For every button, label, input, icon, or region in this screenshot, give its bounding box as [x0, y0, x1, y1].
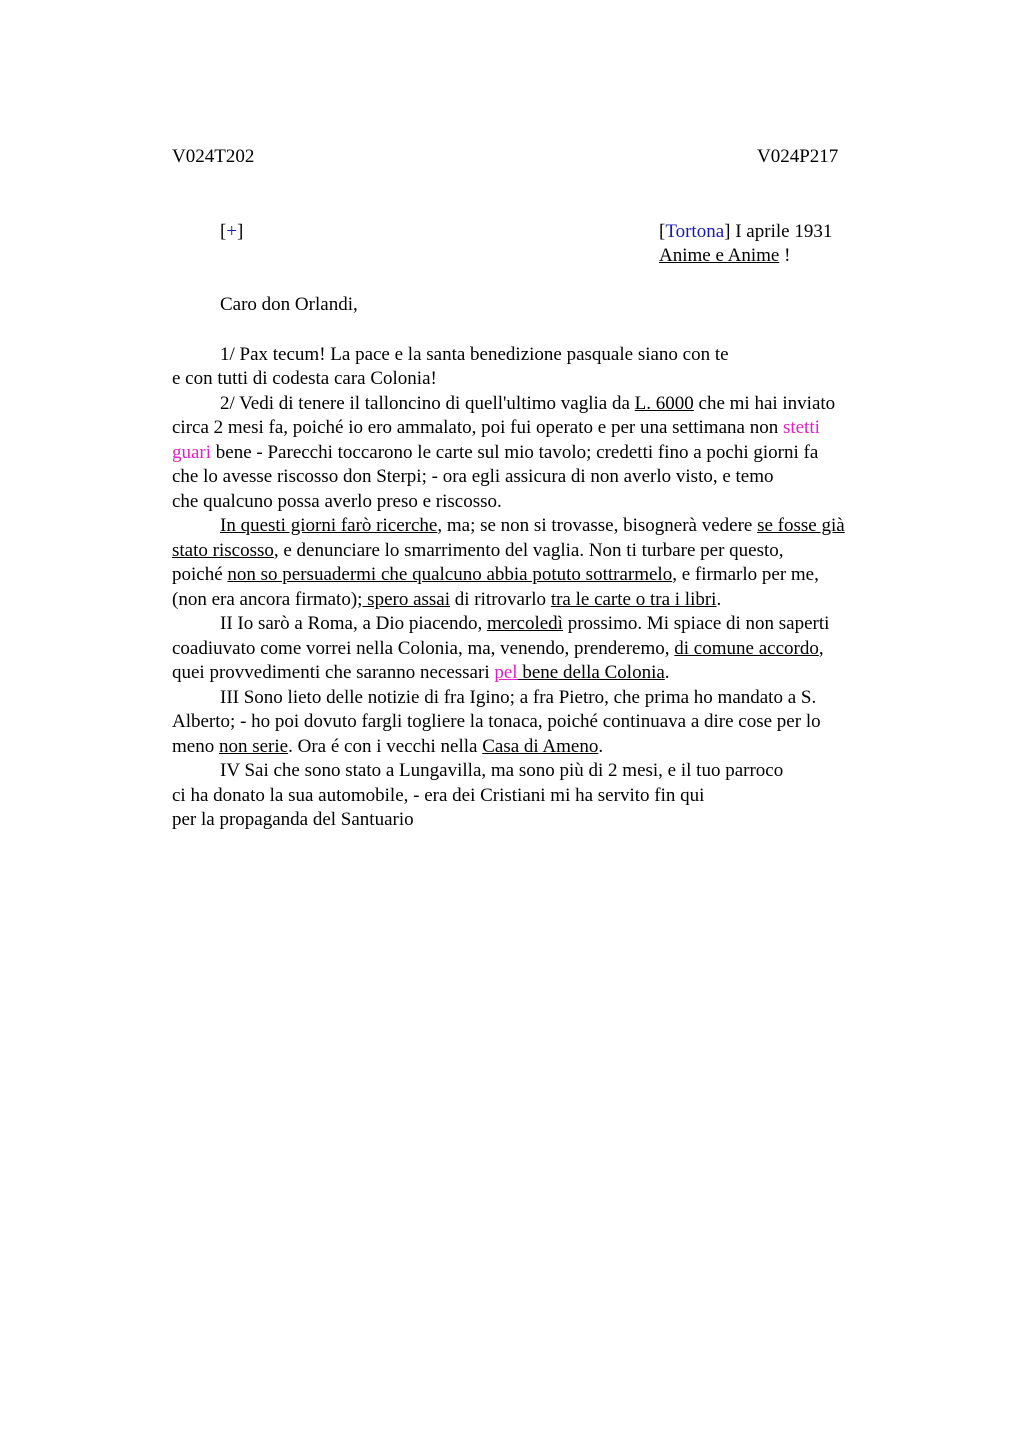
subtitle: Anime e Anime !	[659, 245, 791, 266]
body-line: Alberto; - ho poi dovuto fargli togliere la tonaca, poiché continuava a dire cose per lo	[172, 711, 821, 732]
body-line: per la propaganda del Santuario	[172, 809, 414, 830]
place-date: [Tortona] I aprile 1931	[659, 221, 833, 242]
body-line: poiché non so persuadermi che qualcuno abbia potuto sottrarmelo, e firmarlo per me,	[172, 564, 819, 585]
cross-link[interactable]: +	[226, 221, 238, 242]
header-right-code: V024P217	[757, 146, 839, 167]
header-left-code: V024T202	[172, 146, 255, 167]
body-line: II Io sarò a Roma, a Dio piacendo, mercoledì prossimo. Mi spiace di non saperti	[220, 613, 830, 634]
body-line: In questi giorni farò ricerche, ma; se non si trovasse, bisognerà vedere se fosse già	[220, 515, 845, 536]
body-line: stato riscosso, e denunciare lo smarrimento del vaglia. Non ti turbare per questo,	[172, 540, 784, 561]
body-line: guari bene - Parecchi toccarono le carte sul mio tavolo; credetti fino a pochi giorni fa	[172, 442, 819, 463]
cross-mark: [+]	[220, 221, 244, 242]
body-line: quei provvedimenti che saranno necessari pel bene della Colonia.	[172, 662, 670, 683]
body-line: che lo avesse riscosso don Sterpi; - ora egli assicura di non averlo visto, e temo	[172, 466, 774, 487]
body-line: (non era ancora firmato); spero assai di ritrovarlo tra le carte o tra i libri.	[172, 589, 722, 610]
place-link[interactable]: Tortona	[665, 221, 725, 242]
body-line: coadiuvato come vorrei nella Colonia, ma, venendo, prenderemo, di comune accordo,	[172, 638, 824, 659]
body-line: ci ha donato la sua automobile, - era dei Cristiani mi ha servito fin qui	[172, 785, 705, 806]
body-line: III Sono lieto delle notizie di fra Igino; a fra Pietro, che prima ho mandato a S.	[220, 687, 817, 708]
body-line: 1/ Pax tecum! La pace e la santa benedizione pasquale siano con te	[220, 344, 729, 365]
body-line: che qualcuno possa averlo preso e riscosso.	[172, 491, 502, 512]
body-line: meno non serie. Ora é con i vecchi nella Casa di Ameno.	[172, 736, 604, 757]
salutation: Caro don Orlandi,	[220, 294, 358, 315]
body-line: 2/ Vedi di tenere il talloncino di quell'ultimo vaglia da L. 6000 che mi hai inviato	[220, 393, 836, 414]
body-line: circa 2 mesi fa, poiché io ero ammalato, poi fui operato e per una settimana non stetti	[172, 417, 820, 438]
body-line: e con tutti di codesta cara Colonia!	[172, 368, 437, 389]
body-line: IV Sai che sono stato a Lungavilla, ma sono più di 2 mesi, e il tuo parroco	[220, 760, 784, 781]
